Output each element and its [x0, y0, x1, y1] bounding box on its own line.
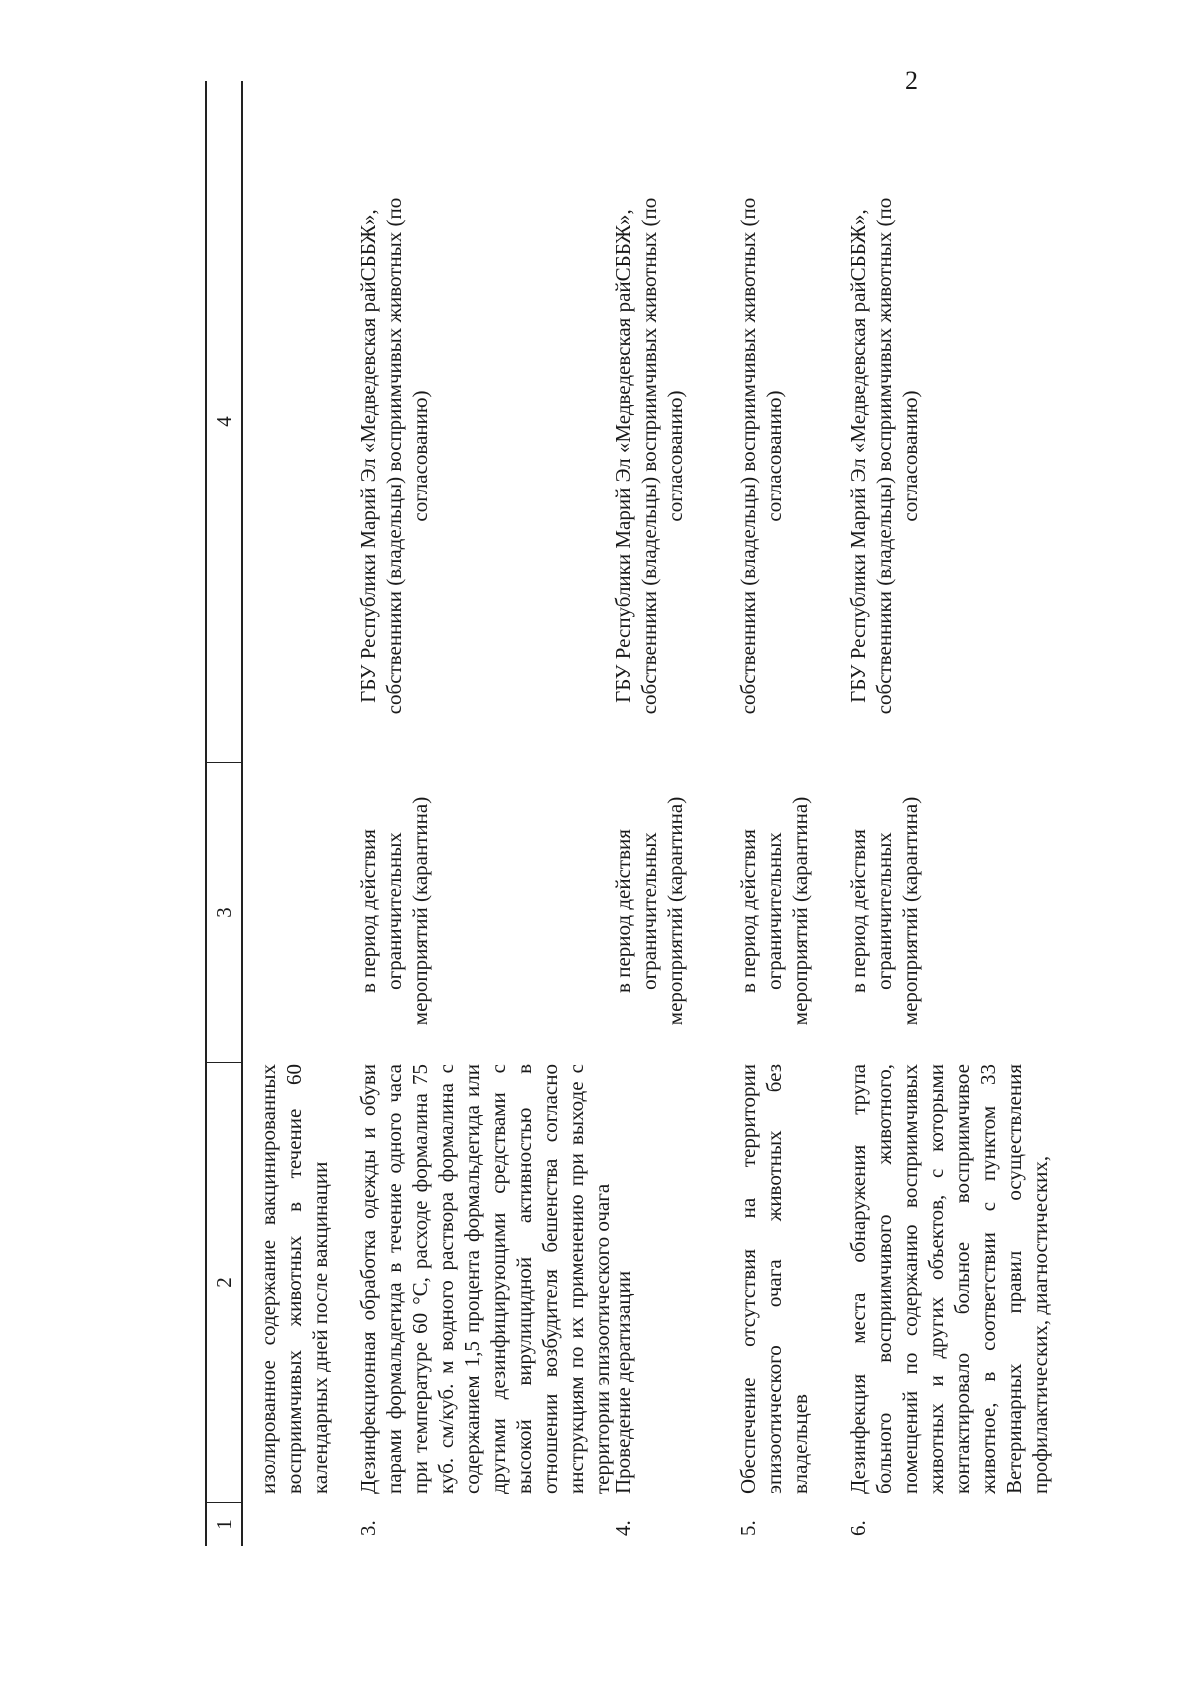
period-text: в период действия ограничительных мероприятий (карантина) [846, 796, 922, 1026]
period-text: в период действия ограничительных мероприятий (карантина) [356, 796, 432, 1026]
measures-table [205, 81, 1052, 1546]
row-number: 6. [846, 1520, 870, 1536]
row-number: 5. [736, 1520, 760, 1536]
period-text: в период действия ограничительных мероприятий (карантина) [736, 796, 812, 1026]
page-number: 2 [905, 66, 918, 95]
responsible-text: ГБУ Республики Марий Эл «Медведевская райСББЖ», собственники (владельцы) восприимчивых животных (по согласованию) [846, 197, 922, 715]
header-col-4: 4 [212, 416, 236, 427]
row-number: 4. [611, 1520, 635, 1536]
measure-text: Обеспечение отсутствия на территории эпизоотического очага животных без владельцев [736, 1064, 812, 1494]
header-col-1: 1 [207, 1502, 241, 1546]
measure-text: Дезинфекция места обнаружения трупа больного восприимчивого животного, помещений по содержанию восприимчивых животных и других объектов, с которыми контактировало больное восприимчивое животное, в соответствии с пунктом 33 Ветеринарных правил осуществления профилактических, диагностических, [846, 1064, 1052, 1494]
measure-text: Дезинфекционная обработка одежды и обуви парами формальдегида в течение одного часа при температуре 60 °С, расходе формалина 75 куб. см/куб. м водного раствора формалина с содержанием 1,5 процента формальдегида или другими дезинфицирующими средствами с высокой вирулицидной активностью в отношении возбудителя бешенства согласно инструкциям по их применению при выходе с территории эпизоотического очага [356, 1064, 614, 1494]
row-number: 3. [356, 1520, 380, 1536]
measure-text: изолированное содержание вакцинированных восприимчивых животных в течение 60 календарных дней после вакцинации [256, 1064, 332, 1494]
responsible-text: ГБУ Республики Марий Эл «Медведевская райСББЖ», собственники (владельцы) восприимчивых животных (по согласованию) [356, 197, 432, 715]
responsible-text: собственники (владельцы) восприимчивых животных (по согласованию) [736, 197, 786, 715]
measure-text: Проведение дератизации [611, 1270, 635, 1494]
period-text: в период действия ограничительных мероприятий (карантина) [611, 796, 687, 1026]
header-col-2: 2 [207, 1062, 241, 1502]
responsible-text: ГБУ Республики Марий Эл «Медведевская райСББЖ», собственники (владельцы) восприимчивых животных (по согласованию) [611, 197, 687, 715]
table-header [205, 81, 243, 1546]
header-col-3: 3 [207, 762, 241, 1062]
